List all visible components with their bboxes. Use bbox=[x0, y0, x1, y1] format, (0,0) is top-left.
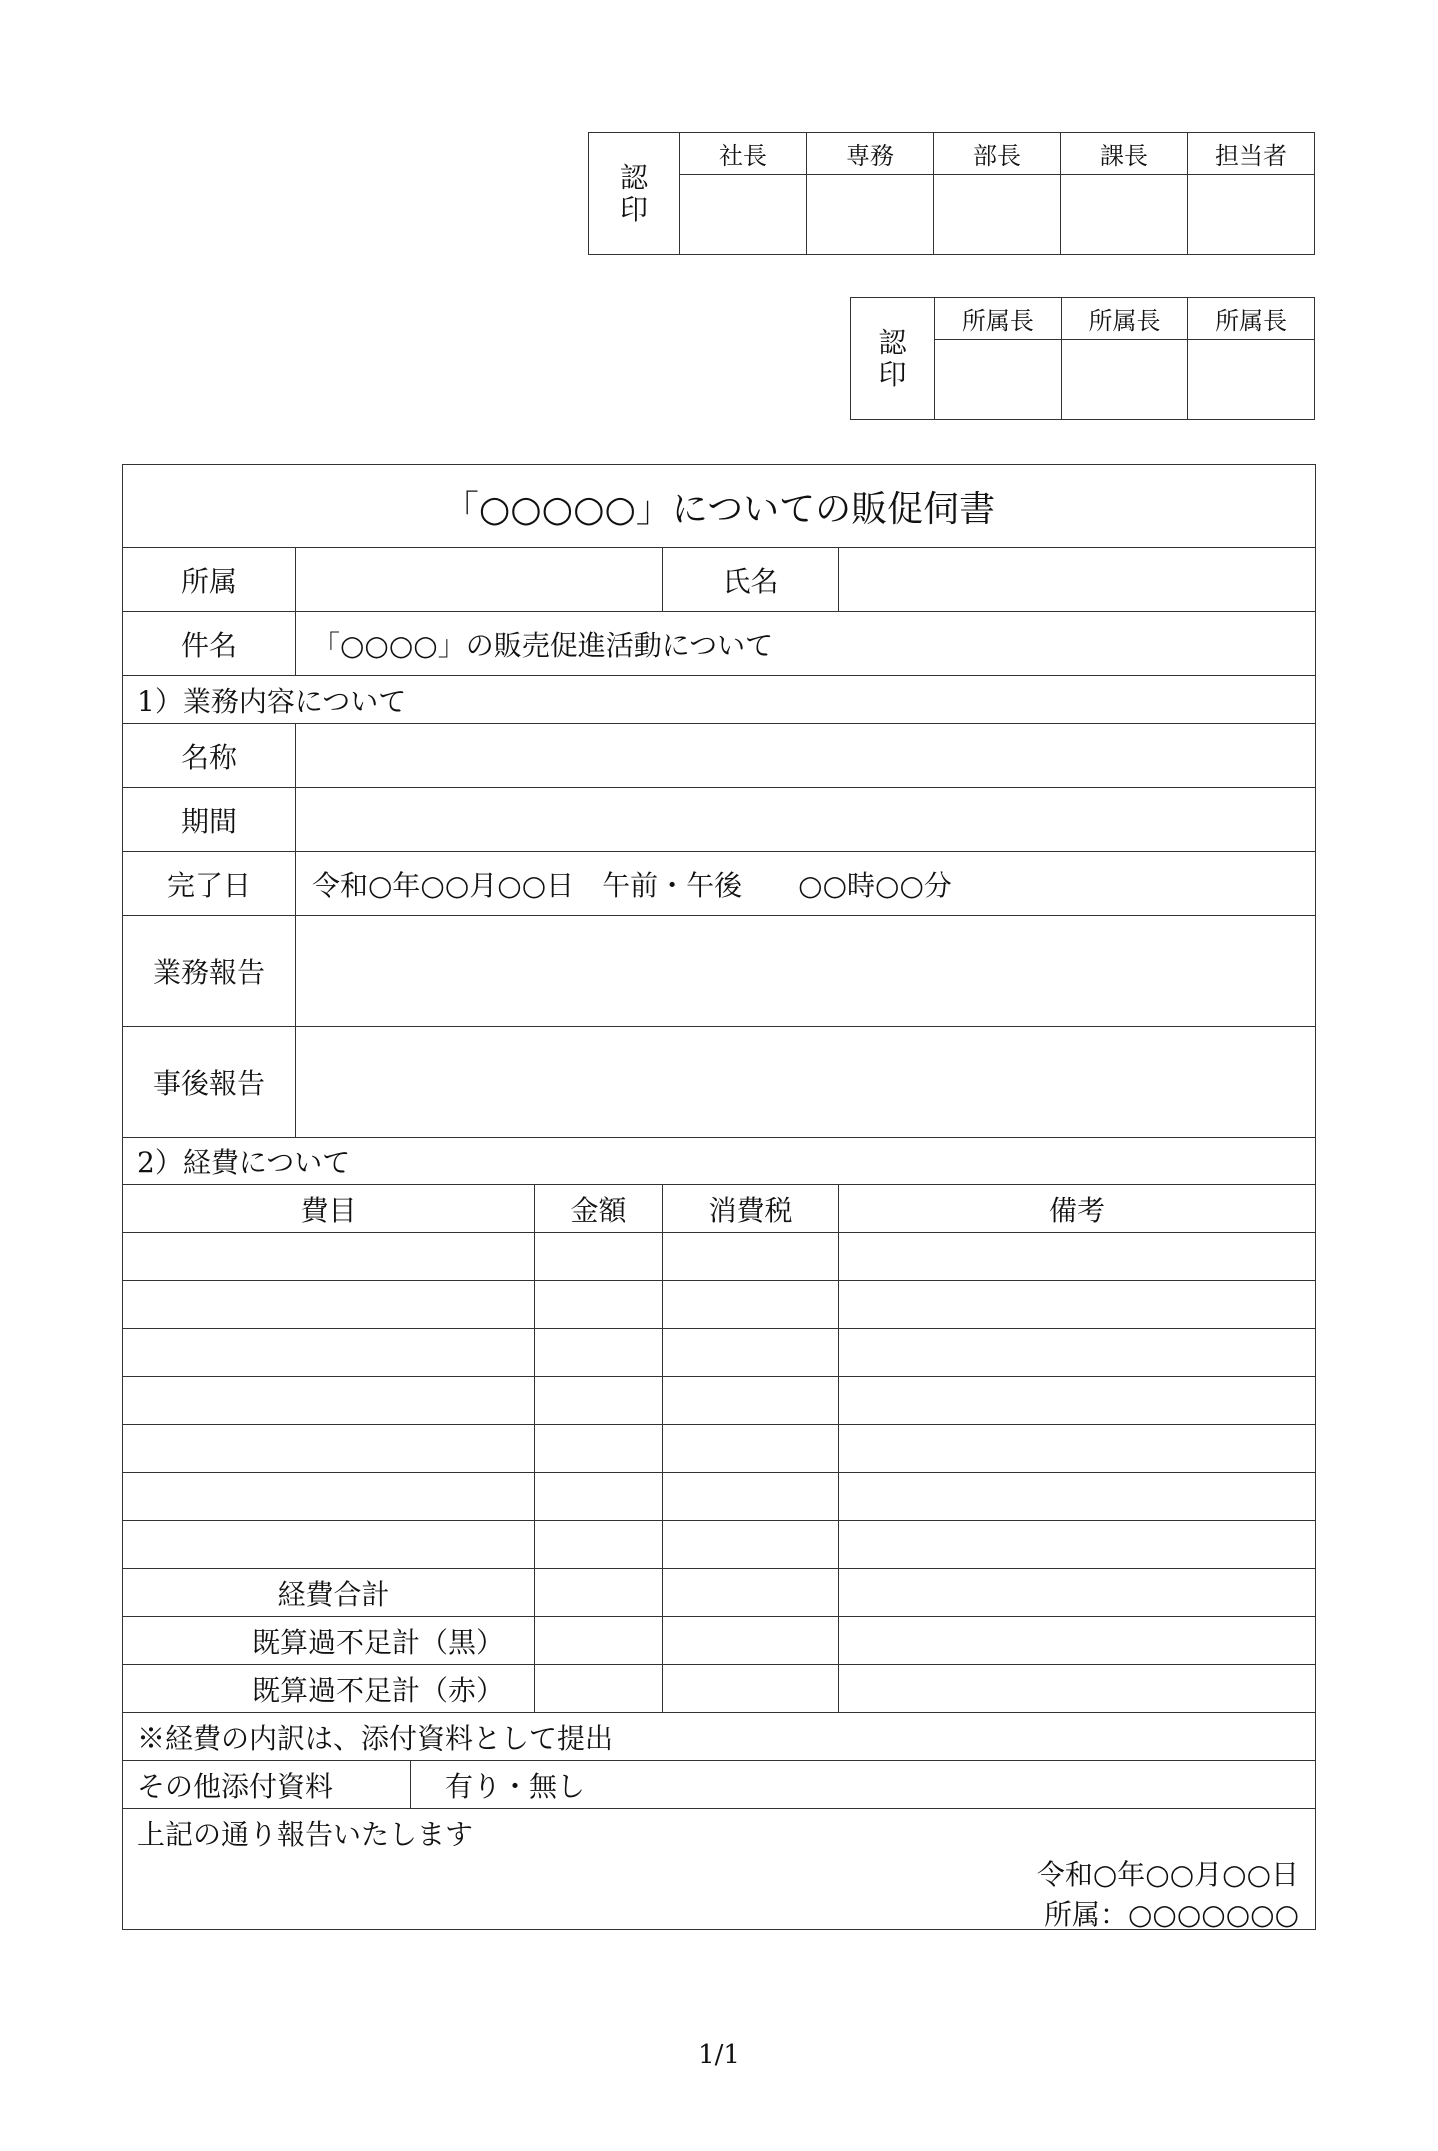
closing-statement: 上記の通り報告いたします bbox=[137, 1818, 474, 1851]
seal-label: 認 印 bbox=[589, 133, 680, 255]
form-title: 「○○○○○」についての販促伺書 bbox=[123, 465, 1316, 548]
role-senior-director: 専務 bbox=[807, 133, 934, 175]
role-person-in-charge: 担当者 bbox=[1188, 133, 1315, 175]
other-attachments-choice[interactable]: 有り・無し bbox=[411, 1761, 1316, 1809]
completion-date-label: 完了日 bbox=[123, 852, 296, 916]
expense-item-cell[interactable] bbox=[123, 1233, 535, 1281]
expense-amount-cell[interactable] bbox=[535, 1281, 663, 1329]
table-row bbox=[123, 1473, 1316, 1521]
table-row bbox=[123, 1377, 1316, 1425]
expense-item-cell[interactable] bbox=[123, 1281, 535, 1329]
period-label: 期間 bbox=[123, 788, 296, 852]
expense-remarks-cell[interactable] bbox=[839, 1281, 1316, 1329]
seal-cell-manager-2[interactable] bbox=[1061, 340, 1188, 420]
work-report-label: 業務報告 bbox=[123, 916, 296, 1027]
seal-cell-manager-1[interactable] bbox=[935, 340, 1062, 420]
name-label: 氏名 bbox=[663, 548, 839, 612]
approval-stamp-box-managers bbox=[850, 297, 1315, 420]
seal-cell-manager-3[interactable] bbox=[1188, 340, 1315, 420]
shortfall-red-remarks[interactable] bbox=[839, 1665, 1316, 1713]
expense-item-cell[interactable] bbox=[123, 1473, 535, 1521]
shortfall-red-tax[interactable] bbox=[663, 1665, 839, 1713]
role-department-head: 部長 bbox=[934, 133, 1061, 175]
expense-total-amount[interactable] bbox=[535, 1569, 663, 1617]
table-row bbox=[123, 1425, 1316, 1473]
expense-item-cell[interactable] bbox=[123, 1521, 535, 1569]
section-heading-expenses: 2）経費について bbox=[123, 1138, 1316, 1185]
shortfall-black-remarks[interactable] bbox=[839, 1617, 1316, 1665]
expense-total-tax[interactable] bbox=[663, 1569, 839, 1617]
expense-amount-cell[interactable] bbox=[535, 1425, 663, 1473]
other-attachments-label: その他添付資料 bbox=[123, 1761, 411, 1809]
seal-cell-section-chief[interactable] bbox=[1061, 175, 1188, 255]
role-manager-3: 所属長 bbox=[1188, 298, 1315, 340]
role-section-chief: 課長 bbox=[1061, 133, 1188, 175]
expense-amount-cell[interactable] bbox=[535, 1233, 663, 1281]
expense-amount-cell[interactable] bbox=[535, 1377, 663, 1425]
table-row bbox=[123, 1233, 1316, 1281]
shortfall-black-tax[interactable] bbox=[663, 1617, 839, 1665]
completion-date-field[interactable]: 令和○年○○月○○日 午前・午後 ○○時○○分 bbox=[296, 852, 1316, 916]
expense-item-cell[interactable] bbox=[123, 1425, 535, 1473]
expense-total-label: 経費合計 bbox=[123, 1569, 535, 1617]
expense-item-cell[interactable] bbox=[123, 1329, 535, 1377]
shortfall-black-label: 既算過不足計（黒） bbox=[123, 1617, 535, 1665]
expense-header-item: 費目 bbox=[123, 1185, 535, 1233]
role-manager-2: 所属長 bbox=[1061, 298, 1188, 340]
post-report-label: 事後報告 bbox=[123, 1027, 296, 1138]
page-number: 1/1 bbox=[698, 2040, 740, 2070]
affiliation-label: 所属 bbox=[123, 548, 296, 612]
seal-cell-person-in-charge[interactable] bbox=[1188, 175, 1315, 255]
closing-block bbox=[123, 1809, 1316, 1930]
expense-header-tax: 消費税 bbox=[663, 1185, 839, 1233]
section-heading-work: 1）業務内容について bbox=[123, 676, 1316, 724]
shortfall-black-amount[interactable] bbox=[535, 1617, 663, 1665]
post-report-field[interactable] bbox=[296, 1027, 1316, 1138]
seal-cell-president[interactable] bbox=[680, 175, 807, 255]
table-row bbox=[123, 1281, 1316, 1329]
shortfall-red-amount[interactable] bbox=[535, 1665, 663, 1713]
expense-tax-cell[interactable] bbox=[663, 1281, 839, 1329]
seal-cell-department-head[interactable] bbox=[934, 175, 1061, 255]
expense-tax-cell[interactable] bbox=[663, 1233, 839, 1281]
expense-remarks-cell[interactable] bbox=[839, 1425, 1316, 1473]
expense-tax-cell[interactable] bbox=[663, 1377, 839, 1425]
work-report-field[interactable] bbox=[296, 916, 1316, 1027]
title-field-label: 名称 bbox=[123, 724, 296, 788]
expense-header-amount: 金額 bbox=[535, 1185, 663, 1233]
affiliation-field[interactable] bbox=[296, 548, 663, 612]
promotion-request-form bbox=[122, 464, 1316, 1930]
expense-remarks-cell[interactable] bbox=[839, 1329, 1316, 1377]
expense-tax-cell[interactable] bbox=[663, 1521, 839, 1569]
expense-remarks-cell[interactable] bbox=[839, 1521, 1316, 1569]
expense-header-remarks: 備考 bbox=[839, 1185, 1316, 1233]
expense-tax-cell[interactable] bbox=[663, 1473, 839, 1521]
closing-date: 令和○年○○月○○日 bbox=[1036, 1858, 1300, 1891]
approval-stamp-box-executive bbox=[588, 132, 1315, 255]
expense-breakdown-note: ※経費の内訳は、添付資料として提出 bbox=[123, 1713, 1316, 1761]
seal-cell-senior-director[interactable] bbox=[807, 175, 934, 255]
role-manager-1: 所属長 bbox=[935, 298, 1062, 340]
role-president: 社長 bbox=[680, 133, 807, 175]
expense-total-remarks[interactable] bbox=[839, 1569, 1316, 1617]
title-field[interactable] bbox=[296, 724, 1316, 788]
expense-remarks-cell[interactable] bbox=[839, 1377, 1316, 1425]
seal-label: 認 印 bbox=[851, 298, 935, 420]
subject-field[interactable]: 「○○○○」の販売促進活動について bbox=[296, 612, 1316, 676]
name-field[interactable] bbox=[839, 548, 1316, 612]
expense-amount-cell[interactable] bbox=[535, 1521, 663, 1569]
expense-remarks-cell[interactable] bbox=[839, 1233, 1316, 1281]
table-row bbox=[123, 1329, 1316, 1377]
expense-item-cell[interactable] bbox=[123, 1377, 535, 1425]
period-field[interactable] bbox=[296, 788, 1316, 852]
expense-tax-cell[interactable] bbox=[663, 1425, 839, 1473]
expense-remarks-cell[interactable] bbox=[839, 1473, 1316, 1521]
expense-amount-cell[interactable] bbox=[535, 1473, 663, 1521]
expense-tax-cell[interactable] bbox=[663, 1329, 839, 1377]
subject-label: 件名 bbox=[123, 612, 296, 676]
expense-amount-cell[interactable] bbox=[535, 1329, 663, 1377]
table-row bbox=[123, 1521, 1316, 1569]
shortfall-red-label: 既算過不足計（赤） bbox=[123, 1665, 535, 1713]
closing-affiliation: 所属：○○○○○○○ bbox=[1043, 1898, 1300, 1931]
